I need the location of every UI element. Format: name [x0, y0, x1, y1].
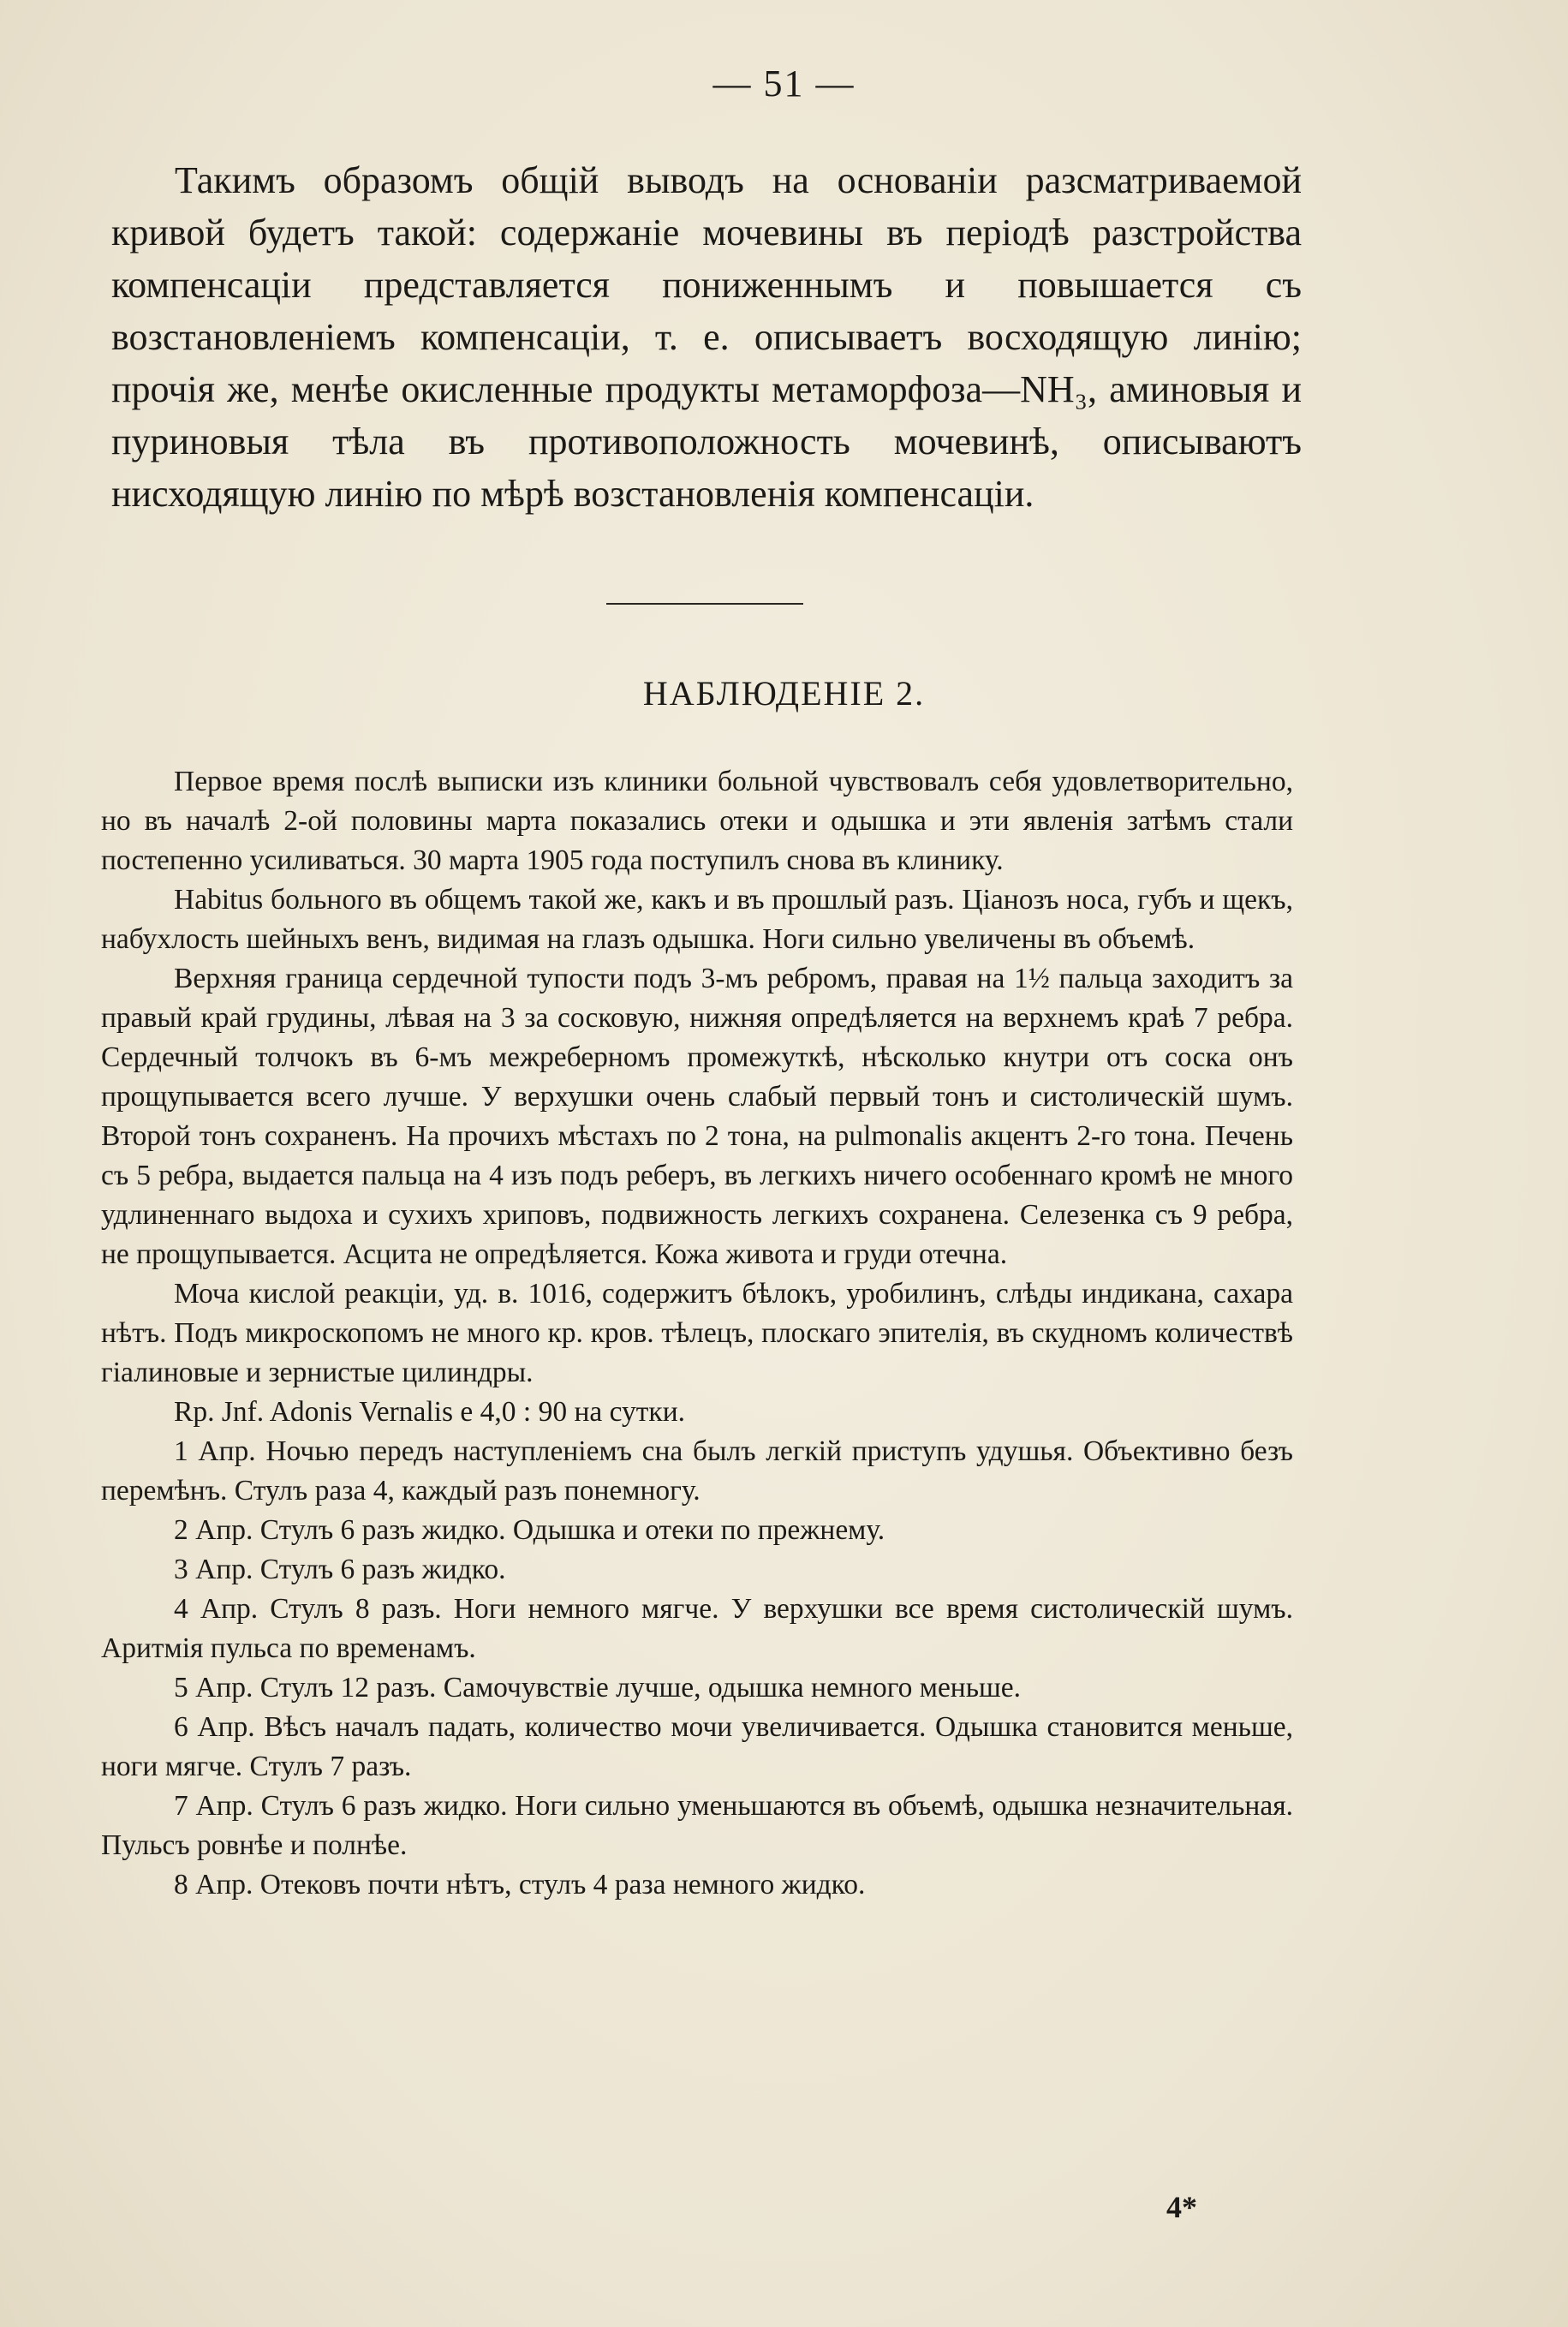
intro-paragraph: [111, 154, 1302, 520]
diary-entry: 8 Апр. Отековъ почти нѣтъ, стулъ 4 раза немного жидко.: [174, 1869, 866, 1900]
section-title: НАБЛЮДЕНІЕ 2.: [642, 674, 926, 713]
diary-entry: 4 Апр. Стулъ 8 разъ. Ноги немного мягче. У верхушки все время систолическій шумъ. Аритмія пульса по временамъ.: [101, 1593, 1293, 1664]
diary-entry: 2 Апр. Стулъ 6 разъ жидко. Одышка и отеки по прежнему.: [174, 1514, 885, 1546]
diary-entry: 3 Апр. Стулъ 6 разъ жидко.: [174, 1554, 506, 1585]
intro-paragraph-text: Такимъ образомъ общій выводъ на основаніи разсматриваемой кривой будетъ такой: содержаніе мочевины въ періодѣ разстройства компенсаціи представляется пониженнымъ и повышается съ возстановленіемъ компенсаціи, т. е. описываетъ восходящую линію; прочія же, менѣе окисленные продукты метаморфоза—NH₃, аминовыя и пуриновыя тѣла въ противоположность мочевинѣ, описываютъ нисходящую линію по мѣрѣ возстановленія компенсаціи.: [111, 159, 1302, 515]
page-number: — 51 —: [712, 63, 856, 104]
section-divider: [606, 603, 803, 605]
diary-entry: 5 Апр. Стулъ 12 разъ. Самочувствіе лучше, одышка немного меньше.: [174, 1672, 1022, 1703]
paragraph: Первое время послѣ выписки изъ клиники больной чувствовалъ себя удовлетворительно, но въ началѣ 2-ой половины марта показались отеки и одышка и эти явленія затѣмъ стали постепенно усиливаться. 30 марта 1905 года поступилъ снова въ клинику.: [101, 766, 1293, 876]
paragraph: Rp. Jnf. Adonis Vernalis e 4,0 : 90 на сутки.: [174, 1396, 686, 1428]
paragraph: Верхняя граница сердечной тупости подъ 3-мъ ребромъ, правая на 1½ пальца заходитъ за правый край грудины, лѣвая на 3 за сосковую, нижняя опредѣляется на верхнемъ краѣ 7 ребра. Сердечный толчокъ въ 6-мъ межреберномъ промежуткѣ, нѣсколько кнутри отъ соска онъ прощупывается всего лучше. У верхушки очень слабый первый тонъ и систолическій шумъ. Второй тонъ сохраненъ. На прочихъ мѣстахъ по 2 тона, на pulmonalis акцентъ 2-го тона. Печень съ 5 ребра, выдается пальца на 4 изъ подъ реберъ, въ легкихъ ничего особеннаго кромѣ не много удлиненнаго выдоха и сухихъ хриповъ, подвижность легкихъ сохранена. Селезенка съ 9 ребра, не прощупывается. Асцита не опредѣляется. Кожа живота и груди отечна.: [101, 963, 1293, 1270]
diary-entry: 7 Апр. Стулъ 6 разъ жидко. Ноги сильно уменьшаются въ объемѣ, одышка незначительная. Пульсъ ровнѣе и полнѣе.: [101, 1790, 1293, 1861]
paragraph: Habitus больного въ общемъ такой же, какъ и въ прошлый разъ. Ціанозъ носа, губъ и щекъ, набухлость шейныхъ венъ, видимая на глазъ одышка. Ноги сильно увеличены въ объемѣ.: [101, 884, 1293, 955]
observation-body: [101, 762, 1293, 1905]
paragraph: Моча кислой реакціи, уд. в. 1016, содержитъ бѣлокъ, уробилинъ, слѣды индикана, сахара нѣтъ. Подъ микроскопомъ не много кр. кров. тѣлецъ, плоскаго эпителія, въ скудномъ количествѣ гіалиновые и зернистые цилиндры.: [101, 1278, 1293, 1388]
diary-entry: 1 Апр. Ночью передъ наступленіемъ сна былъ легкій приступъ удушья. Объективно безъ перемѣнъ. Стулъ раза 4, каждый разъ понемногу.: [101, 1435, 1293, 1507]
diary-entry: 6 Апр. Вѣсъ началъ падать, количество мочи увеличивается. Одышка становится меньше, ноги мягче. Стулъ 7 разъ.: [101, 1711, 1293, 1782]
printer-signature-mark: 4*: [1166, 2190, 1197, 2224]
